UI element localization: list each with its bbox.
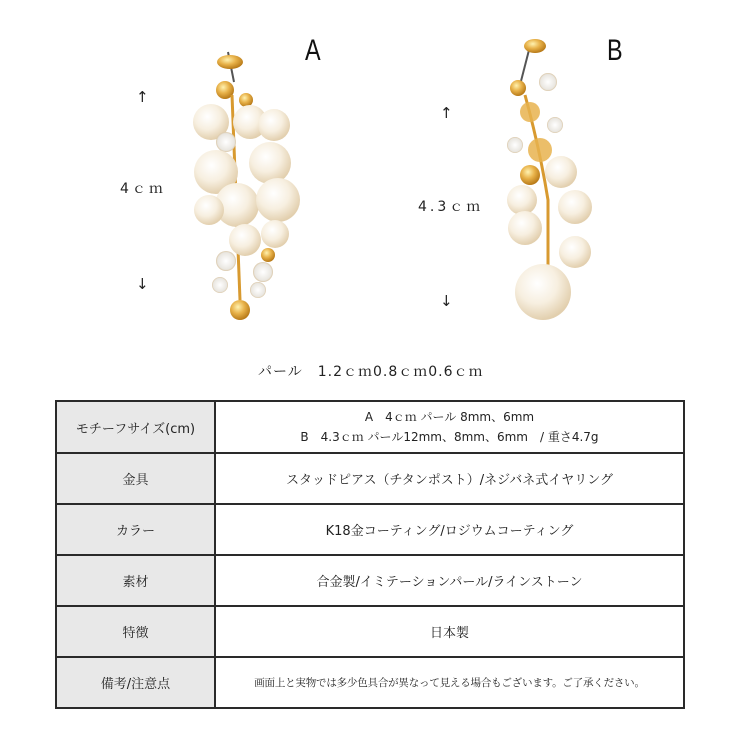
pearl-sizes: パール 1.2ｃｍ0.8ｃｍ0.6ｃｍ — [258, 364, 484, 380]
earring-a-image — [0, 0, 740, 360]
spec-value-line: B 4.3ｃｍ パール12mm、8mm、6mm / 重さ4.7g — [300, 430, 599, 444]
earring-a — [193, 52, 300, 320]
spec-value: K18金コーティング/ロジウムコーティング — [215, 504, 684, 555]
spec-key: 素材 — [56, 555, 215, 606]
spec-value: 日本製 — [215, 606, 684, 657]
length-b: 4.3ｃｍ — [418, 199, 484, 215]
arrow-up-icon: ↑ — [136, 88, 149, 106]
table-row — [56, 453, 684, 504]
earring-b — [507, 39, 592, 320]
table-row — [56, 657, 684, 708]
spec-key: 備考/注意点 — [56, 657, 215, 708]
spec-key: 金具 — [56, 453, 215, 504]
table-row — [56, 555, 684, 606]
spec-table — [55, 400, 685, 709]
spec-value — [215, 657, 684, 708]
spec-value-line: A 4ｃｍ パール 8mm、6mm — [364, 410, 535, 424]
table-row — [56, 401, 684, 453]
variant-label-b: B — [607, 34, 623, 67]
spec-key: モチーフサイズ(cm) — [56, 401, 215, 453]
spec-note: 画面上と実物では多少色具合が異なって見える場合もございます。ご了承ください。 — [254, 677, 645, 689]
spec-value: スタッドピアス（チタンポスト）/ネジバネ式イヤリング — [215, 453, 684, 504]
length-a: 4ｃｍ — [120, 181, 166, 197]
arrow-down-icon: ↓ — [136, 275, 149, 293]
arrow-up-icon: ↑ — [440, 104, 453, 122]
spec-value — [215, 401, 684, 453]
spec-value: 合金製/イミテーションパール/ラインストーン — [215, 555, 684, 606]
table-row — [56, 606, 684, 657]
table-row — [56, 504, 684, 555]
spec-key: 特徴 — [56, 606, 215, 657]
variant-label-a: A — [305, 34, 321, 67]
spec-key: カラー — [56, 504, 215, 555]
arrow-down-icon: ↓ — [440, 292, 453, 310]
